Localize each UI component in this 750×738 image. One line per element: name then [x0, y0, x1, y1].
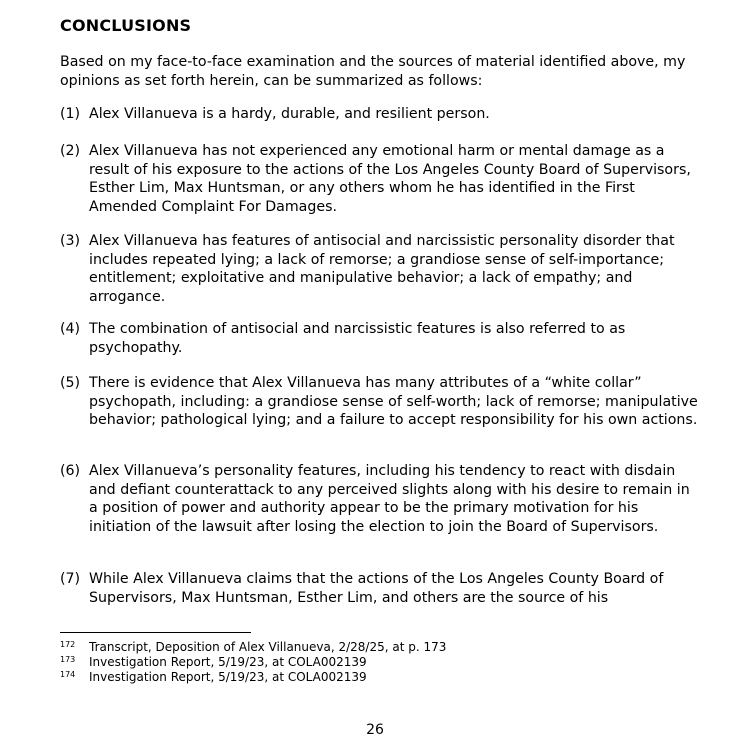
footnote-text: Investigation Report, 5/19/23, at COLA002139 — [89, 655, 367, 669]
item-number: (3) — [60, 233, 81, 249]
item-number: (5) — [60, 375, 81, 391]
item-text: Alex Villanueva is a hardy, durable, and resilient person. — [89, 106, 490, 122]
section-heading: CONCLUSIONS — [60, 16, 192, 35]
item-text: Alex Villanueva’s personality features, including his tendency to react with disdain and defiant counterattack to any perceived slights along with his desire to remain in a position of power and authority appear to be the primary motivation for his initiation of the lawsuit after losing the election to join the Board of Supervisors. — [89, 463, 690, 535]
footnote — [60, 655, 367, 669]
conclusion-item-1 — [60, 105, 700, 124]
footnote-text: Investigation Report, 5/19/23, at COLA002139 — [89, 670, 367, 684]
footnote-marker: 173 — [60, 655, 76, 664]
item-text: Alex Villanueva has not experienced any emotional harm or mental damage as a result of his exposure to the actions of the Los Angeles County Board of Supervisors, Esther Lim, Max Huntsman, or any others whom he has identified in the First Amended Complaint For Damages. — [89, 143, 691, 215]
footnote — [60, 670, 367, 684]
conclusion-item-4 — [60, 320, 700, 357]
intro-paragraph: Based on my face-to-face examination and the sources of material identified above, my opinions as set forth herein, can be summarized as follows: — [60, 54, 686, 89]
footnote-text: Transcript, Deposition of Alex Villanueva, 2/28/25, at p. 173 — [89, 640, 447, 654]
conclusion-item-6 — [60, 462, 700, 536]
item-number: (1) — [60, 106, 81, 122]
conclusion-item-5 — [60, 374, 700, 430]
item-text: While Alex Villanueva claims that the actions of the Los Angeles County Board of Supervisors, Max Huntsman, Esther Lim, and others are the source of his — [89, 571, 664, 606]
conclusion-item-3 — [60, 232, 700, 306]
item-number: (2) — [60, 143, 81, 159]
footnote-marker: 174 — [60, 670, 76, 679]
item-text: There is evidence that Alex Villanueva has many attributes of a “white collar” psychopath, including: a grandiose sense of self-worth; lack of remorse; manipulative behavior; pathological lying; and a failure to accept responsibility for his own actions. — [89, 375, 698, 428]
item-number: (4) — [60, 321, 81, 337]
item-number: (7) — [60, 571, 81, 587]
footnote-marker: 172 — [60, 640, 76, 649]
conclusion-item-2 — [60, 142, 700, 216]
item-text: Alex Villanueva has features of antisocial and narcissistic personality disorder that includes repeated lying; a lack of remorse; a grandiose sense of self-importance; entitlement; exploitative and manipulative behavior; a lack of empathy; and arrogance. — [89, 233, 675, 305]
footnote-divider — [60, 632, 251, 633]
page-number: 26 — [366, 722, 384, 738]
item-text: The combination of antisocial and narcissistic features is also referred to as psychopathy. — [89, 321, 626, 356]
conclusion-item-7 — [60, 570, 700, 607]
footnote — [60, 640, 446, 654]
item-number: (6) — [60, 463, 81, 479]
